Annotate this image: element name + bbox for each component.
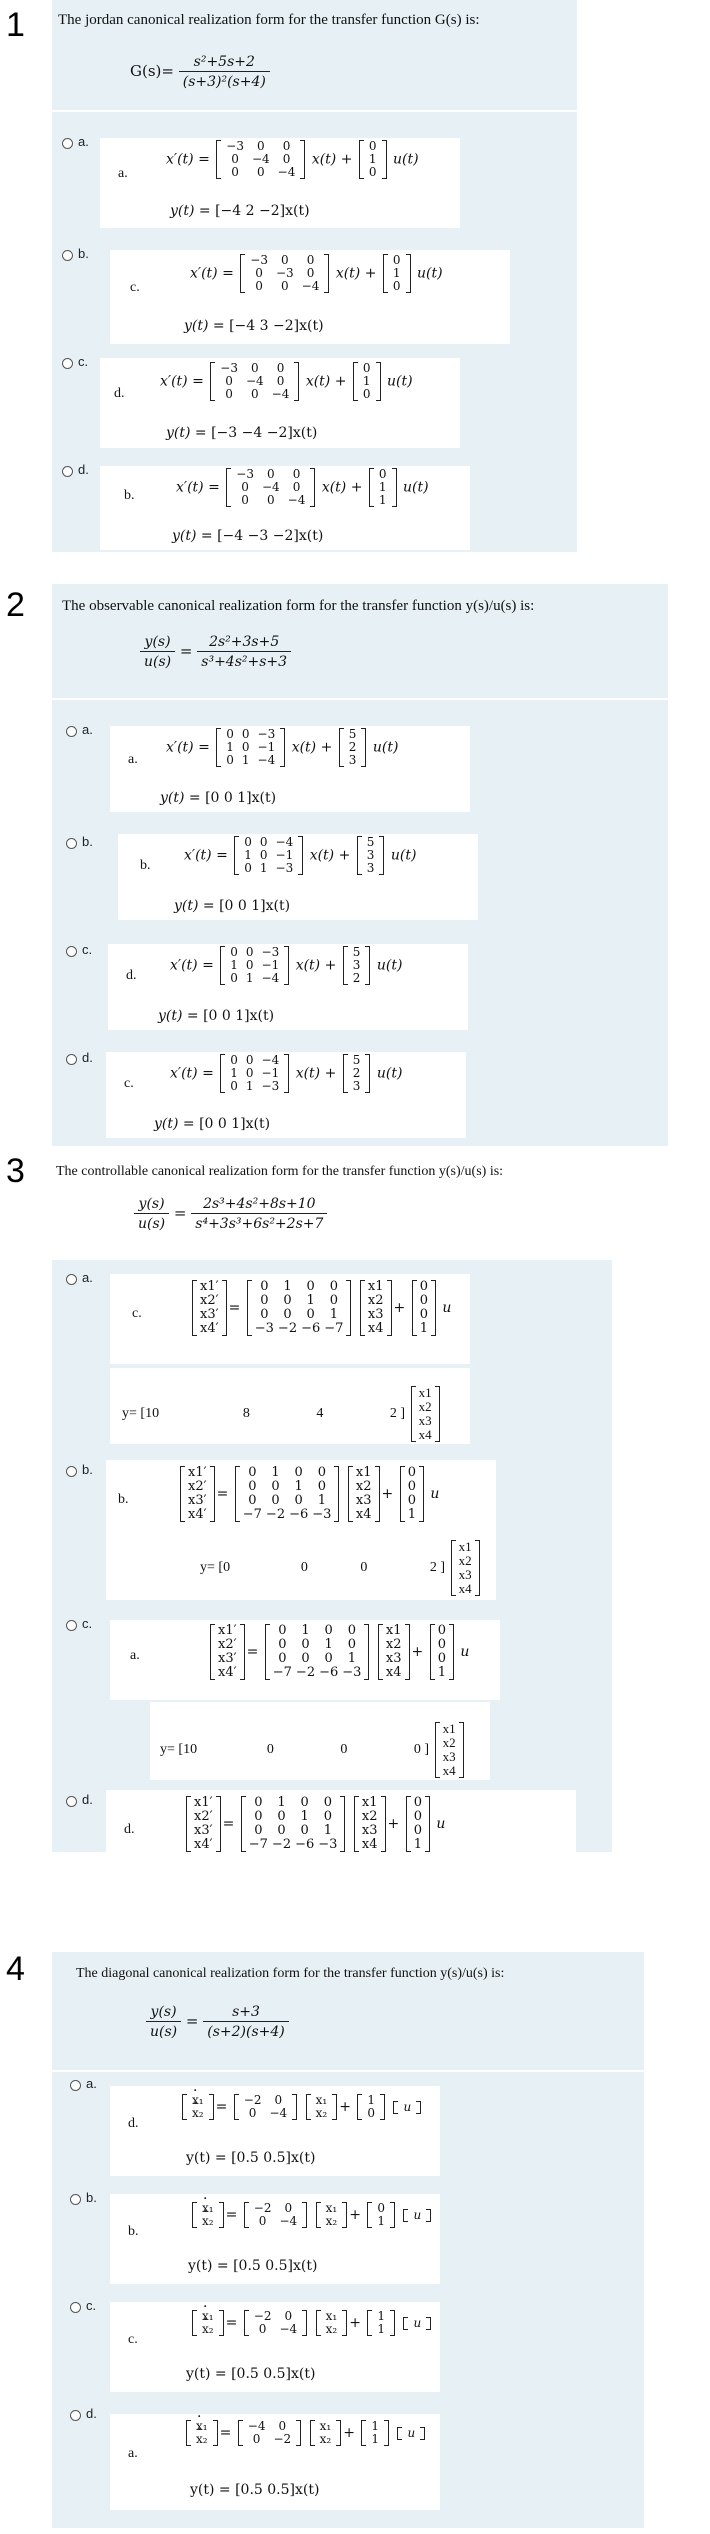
option-label: d. — [78, 462, 89, 477]
answer-letter: a. — [128, 2446, 138, 2461]
option-label: a. — [86, 2076, 97, 2091]
answer-letter: d. — [124, 1822, 135, 1837]
option-radio[interactable] — [62, 250, 73, 261]
option-radio[interactable] — [62, 466, 73, 477]
question-number: 4 — [6, 1950, 25, 1988]
output-equation: y(t) = [0 0 1]x(t) — [160, 790, 277, 806]
answer-letter: a. — [128, 752, 138, 767]
state-equation: x1′ x2′ x3′ x4′ = 0 1 0 0 0 0 1 0 0 0 0 1 −7 −2 −6 −3 x1 x2 x3 x4 + 0 0 0 1 u — [178, 1466, 439, 1522]
option-label: d. — [82, 1792, 93, 1807]
question-number: 1 — [6, 6, 25, 44]
answer-letter: b. — [118, 1492, 129, 1507]
answer-letter: b. — [128, 2224, 139, 2239]
option-label: c. — [82, 942, 93, 957]
answer-letter: c. — [124, 1076, 134, 1091]
output-equation: y(t) = [−4 3 −2]x(t) — [184, 318, 324, 334]
output-equation: y= [10 8 4 2 ] x1 x2 x3 x4 — [122, 1386, 442, 1442]
option-label: b. — [86, 2190, 97, 2205]
option-radio[interactable] — [66, 1274, 77, 1285]
answer-letter: b. — [140, 858, 151, 873]
answer-letter: a. — [118, 166, 128, 181]
output-equation: y(t) = [0.5 0.5]x(t) — [186, 2150, 316, 2166]
answer-letter: b. — [124, 488, 135, 503]
option-label: a. — [78, 134, 89, 149]
answer-letter: d. — [114, 386, 125, 401]
option-radio[interactable] — [70, 2080, 81, 2091]
transfer-function: $\frac{y(s)}{u(s)}$ = $\frac{\text{2s²+3s+5}}{\text{s³+4s²+s+3}}$ — [140, 634, 291, 670]
state-equation: x′(t) = 0 0 −4 1 0 −1 0 1 −3 x(t) + 5 2 3 u(t) — [170, 1053, 403, 1093]
question-text: The diagonal canonical realization form for the transfer function y(s)/u(s) is: — [76, 1966, 505, 1981]
answer-letter: d. — [128, 2116, 139, 2131]
state-equation: x′(t) = −3 0 0 0 −3 0 0 0 −4 x(t) + 0 1 0 u(t) — [190, 253, 443, 293]
option-radio[interactable] — [70, 2194, 81, 2205]
option-radio[interactable] — [66, 1796, 77, 1807]
option-radio[interactable] — [62, 138, 73, 149]
state-equation: x1′ x2′ x3′ x4′ = 0 1 0 0 0 0 1 0 0 0 0 1 −7 −2 −6 −3 x1 x2 x3 x4 + 0 0 0 1 u — [184, 1796, 445, 1852]
option-label: b. — [82, 1462, 93, 1477]
tf-denominator: (s+3)²(s+4) — [182, 74, 266, 90]
answer-letter: c. — [132, 1306, 142, 1321]
output-equation: y(t) = [0 0 1]x(t) — [158, 1008, 275, 1024]
answer-letter: a. — [130, 1648, 140, 1663]
option-radio[interactable] — [66, 1466, 77, 1477]
answer-letter: c. — [130, 280, 140, 295]
option-radio[interactable] — [66, 1054, 77, 1065]
question-text: The jordan canonical realization form for the transfer function G(s) is: — [58, 12, 480, 28]
state-equation: x′(t) = −3 0 0 0 −4 0 0 0 −4 x(t) + 0 1 0 u(t) — [160, 361, 413, 401]
answer-letter: d. — [126, 968, 137, 983]
transfer-function: $\frac{y(s)}{u(s)}$ = $\frac{\text{2s³+4s²+8s+10}}{\text{s⁴+3s³+6s²+2s+7}}$ — [134, 1196, 327, 1232]
state-equation: x′(t) = 0 0 −3 1 0 −1 0 1 −4 x(t) + 5 2 3 u(t) — [166, 727, 399, 767]
option-label: b. — [78, 246, 89, 261]
matrix-b: 0 1 0 — [359, 140, 387, 179]
option-radio[interactable] — [66, 1620, 77, 1631]
question-number: 2 — [6, 586, 25, 624]
output-equation: y= [10 0 0 0 ] x1 x2 x3 x4 — [160, 1722, 466, 1778]
option-radio[interactable] — [70, 2302, 81, 2313]
output-equation: y= [0 0 0 2 ] x1 x2 x3 x4 — [200, 1540, 482, 1596]
state-equation: · x₁ · x₂ = −2 0 0 −4 x₁ x₂ + 0 1 u — [190, 2202, 433, 2228]
transfer-function — [130, 54, 270, 90]
output-equation: y(t) = [0 0 1]x(t) — [174, 898, 291, 914]
option-radio[interactable] — [66, 838, 77, 849]
transfer-function: $\frac{y(s)}{u(s)}$ = $\frac{s+3}{(s+2)(s+4)}$ — [146, 2004, 289, 2040]
option-label: c. — [86, 2298, 97, 2313]
state-equation: x′(t) = 0 0 −4 1 0 −1 0 1 −3 x(t) + 5 3 3 u(t) — [184, 835, 417, 875]
question-number: 3 — [6, 1152, 25, 1190]
state-equation: · x₁ · x₂ = −2 0 0 −4 x₁ x₂ + 1 1 u — [190, 2310, 433, 2336]
output-equation: y(t) = [−3 −4 −2]x(t) — [166, 425, 318, 441]
state-equation: x1′ x2′ x3′ x4′ = 0 1 0 0 0 0 1 0 0 0 0 1 −3 −2 −6 −7 x1 x2 x3 x4 + 0 0 0 1 u — [190, 1280, 451, 1336]
state-equation: x′(t) = 0 0 −3 1 0 −1 0 1 −4 x(t) + 5 3 2 u(t) — [170, 945, 403, 985]
question-text: The controllable canonical realization form for the transfer function y(s)/u(s) is: — [56, 1164, 504, 1179]
option-label: d. — [82, 1050, 93, 1065]
tf-lhs: G(s)= — [130, 62, 174, 80]
output-equation: y(t) = [0 0 1]x(t) — [154, 1116, 271, 1132]
state-equation: x′(t) = −3 0 0 0 −4 0 0 0 −4 x(t) + 0 1 0 u(t) — [166, 139, 419, 179]
option-label: a. — [82, 1270, 93, 1285]
matrix-a: −3 0 0 0 −4 0 0 0 −4 — [216, 140, 305, 179]
option-label: c. — [78, 354, 89, 369]
output-equation: y(t) = [0.5 0.5]x(t) — [188, 2258, 318, 2274]
option-label: b. — [82, 834, 93, 849]
answer-letter: c. — [128, 2332, 138, 2347]
question-text: The observable canonical realization form for the transfer function y(s)/u(s) is: — [62, 598, 535, 614]
tf-numerator: s²+5s+2 — [179, 54, 270, 72]
state-equation: · x₁ · x₂ = −4 0 0 −2 x₁ x₂ + 1 1 u — [184, 2420, 427, 2446]
option-label: c. — [82, 1616, 93, 1631]
output-equation: y(t) = [0.5 0.5]x(t) — [186, 2366, 316, 2382]
output-equation: y(t) = [0.5 0.5]x(t) — [190, 2482, 320, 2498]
option-label: d. — [86, 2406, 97, 2421]
option-radio[interactable] — [62, 358, 73, 369]
option-radio[interactable] — [66, 726, 77, 737]
option-label: a. — [82, 722, 93, 737]
state-equation: · x₁ · x₂ = −2 0 0 −4 x₁ x₂ + 1 0 u — [180, 2094, 423, 2120]
state-equation: x′(t) = −3 0 0 0 −4 0 0 0 −4 x(t) + 0 1 1 u(t) — [176, 467, 429, 507]
option-radio[interactable] — [66, 946, 77, 957]
option-radio[interactable] — [70, 2410, 81, 2421]
output-equation: y(t) = [−4 2 −2]x(t) — [170, 203, 310, 219]
output-equation: y(t) = [−4 −3 −2]x(t) — [172, 528, 324, 544]
state-equation: x1′ x2′ x3′ x4′ = 0 1 0 0 0 0 1 0 0 0 0 1 −7 −2 −6 −3 x1 x2 x3 x4 + 0 0 0 1 u — [208, 1624, 469, 1680]
